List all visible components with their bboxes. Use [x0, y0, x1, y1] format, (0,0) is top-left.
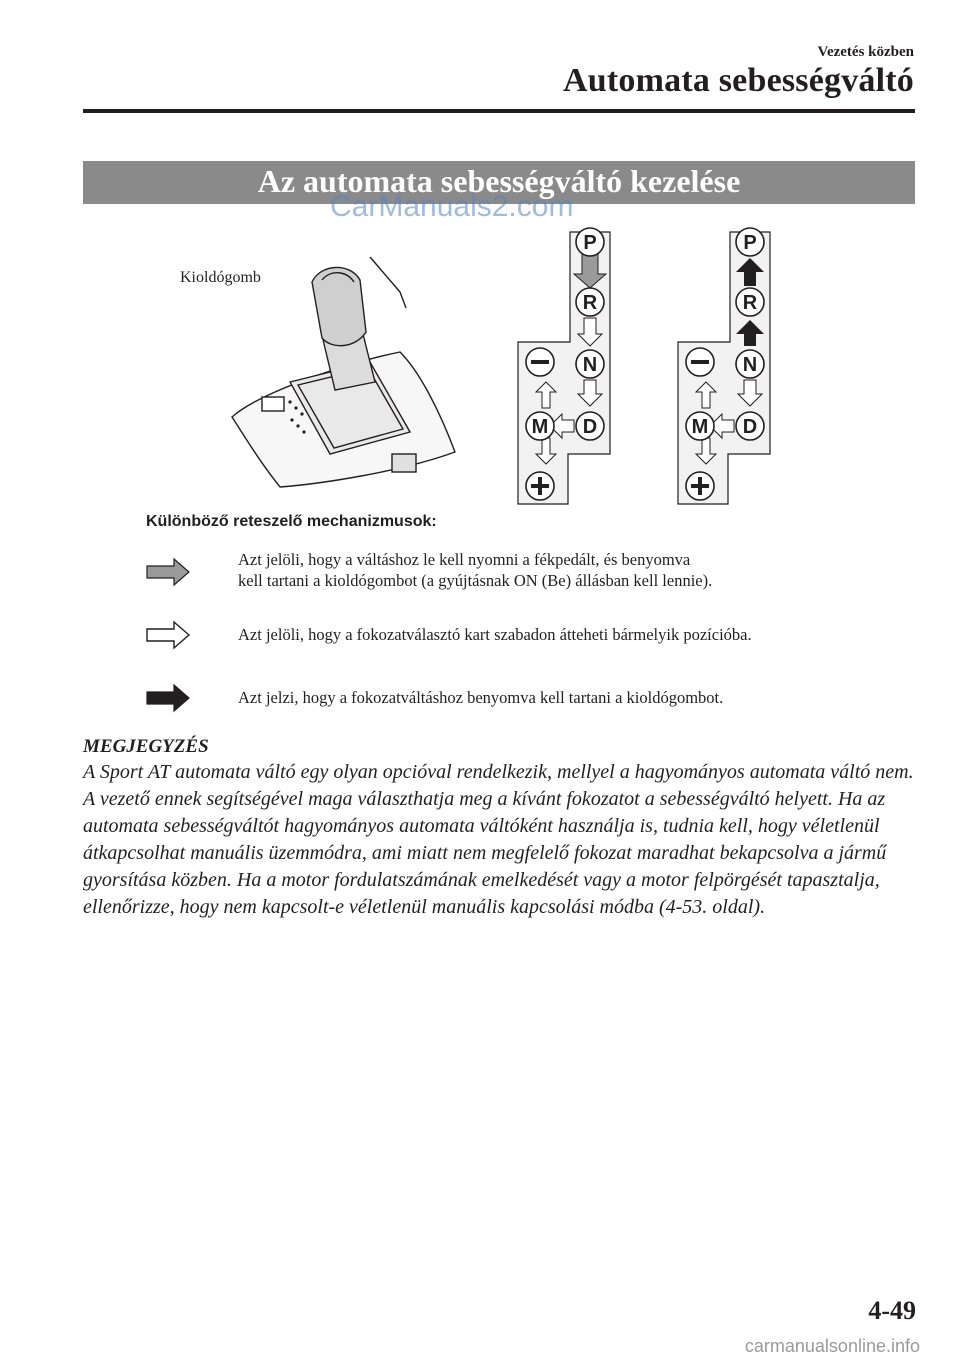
- outline-arrow-icon: [146, 620, 190, 650]
- legend-black-line1: Azt jelzi, hogy a fokozatváltáshoz benyomva kell tartani a kioldógombot.: [238, 688, 724, 707]
- gate-diagram-right: [678, 228, 770, 504]
- gate-right-n: N: [742, 354, 758, 376]
- page-number: 4-49: [868, 1296, 916, 1325]
- legend-item-black: [238, 687, 878, 708]
- release-button-label: Kioldógomb: [180, 269, 261, 286]
- release-button-leader: [370, 257, 400, 292]
- figure-caption: Különböző reteszelő mechanizmusok:: [146, 513, 437, 530]
- gate-right-m: M: [691, 416, 709, 438]
- gate-right-p: P: [743, 232, 757, 254]
- shifter-figure: [170, 222, 790, 512]
- legend-item-outline: [238, 624, 878, 645]
- gate-right-d: D: [742, 416, 758, 438]
- gate-left-n: N: [582, 354, 598, 376]
- legend-item-gray: [238, 549, 878, 591]
- legend-outline-line1: Azt jelöli, hogy a fokozatválasztó kart szabadon átteheti bármelyik pozícióba.: [238, 625, 752, 644]
- legend-gray-line1: Azt jelöli, hogy a váltáshoz le kell nyomni a fékpedált, és benyomva: [238, 550, 691, 569]
- watermark-top: CarManuals2.com: [330, 190, 574, 223]
- gate-left-p: P: [583, 232, 597, 254]
- black-filled-arrow-icon: [146, 683, 190, 713]
- gray-filled-arrow-icon: [146, 557, 190, 587]
- gate-left-m: M: [531, 416, 549, 438]
- note-heading: MEGJEGYZÉS: [83, 736, 209, 757]
- gate-right-r: R: [742, 292, 758, 314]
- header-section: Vezetés közben: [817, 44, 914, 60]
- header-rule: [83, 109, 915, 113]
- gate-left-r: R: [582, 292, 598, 314]
- note-body: A Sport AT automata váltó egy olyan opcióval rendelkezik, mellyel a hagyományos automata váltó nem. A vezető ennek segítségével maga választhatja meg a kívánt fokozatot a sebességváltó helyett. Ha az automata sebességváltót hagyományos automata váltóként használja is, tudnia kell, hogy véletlenül átkapcsolhat manuális üzemmódra, ami miatt nem megfelelő fokozat maradhat bekapcsolva a jármű gyorsítása közben. Ha a motor fordulatszámának emelkedését vagy a motor felpörgését tapasztalja, ellenőrizze, hogy nem kapcsolt-e véletlenül manuális kapcsolási módba (4-53. oldal).: [83, 761, 914, 918]
- section-title: Az automata sebességváltó kezelése: [257, 163, 741, 199]
- gate-diagram-left: [518, 228, 610, 504]
- legend-gray-line2: kell tartani a kioldógombot (a gyújtásnak ON (Be) állásban kell lennie).: [238, 571, 713, 590]
- shifter-illustration: [232, 257, 455, 487]
- gate-left-d: D: [582, 416, 598, 438]
- header-title: Automata sebességváltó: [563, 62, 914, 99]
- footer-watermark: carmanualsonline.info: [744, 1336, 920, 1356]
